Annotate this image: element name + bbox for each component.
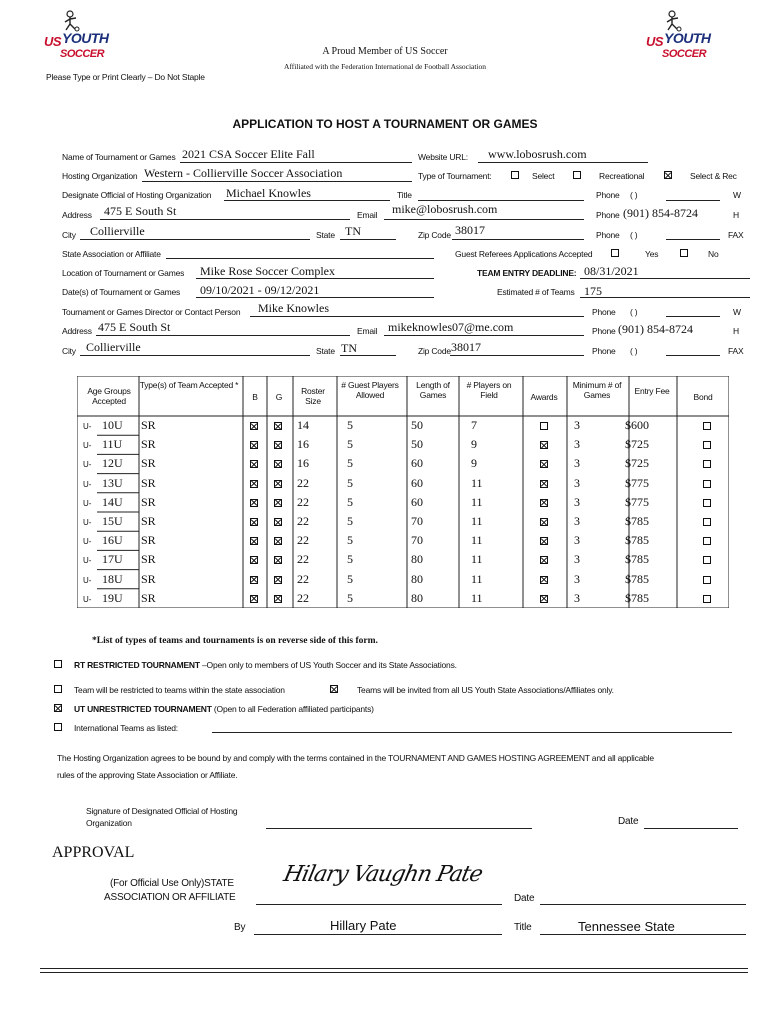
director-phone-fax-label: Phone [592,346,616,356]
girls-checkbox[interactable] [274,441,282,449]
girls-checkbox[interactable] [274,556,282,564]
bond-checkbox[interactable] [703,576,711,584]
length-cell: 70 [411,514,423,528]
entry-fee-cell: $600 [625,418,649,432]
age-prefix: U- [83,441,92,451]
type-select-checkbox[interactable] [511,171,519,179]
roster-cell: 16 [297,456,309,471]
signature-label-1: Signature of Designated Official of Hosting [86,806,238,816]
type-select-rec-label: Select & Rec [690,171,737,181]
phone-fax-blank: ( ) [630,230,638,240]
roster-cell: 14 [297,418,309,432]
awards-checkbox[interactable] [540,422,548,430]
designate-official-value[interactable]: Michael Knowles [226,186,311,200]
length-cell: 50 [411,418,423,432]
hosting-org-label: Hosting Organization [62,171,138,181]
state-only-checkbox[interactable] [54,685,62,693]
age-prefix: U- [83,460,92,470]
unrestricted-tournament-checkbox[interactable] [54,704,62,712]
logo-soccer-text: SOCCER [662,48,707,60]
bond-checkbox[interactable] [703,518,711,526]
guest-ref-no-checkbox[interactable] [680,249,688,257]
invited-checkbox[interactable] [330,685,338,693]
entry-fee-cell: $775 [625,494,649,509]
age-prefix: U- [83,594,92,604]
bond-checkbox[interactable] [703,595,711,603]
guest-ref-yes-checkbox[interactable] [611,249,619,257]
players-on-field-cell: 11 [471,475,483,490]
director-phone-w-suffix: W [733,307,741,317]
entry-fee-cell: $775 [625,475,649,490]
bond-checkbox[interactable] [703,499,711,507]
roster-cell: 22 [297,475,309,490]
header-g: G [275,392,283,402]
boys-checkbox[interactable] [250,576,258,584]
players-on-field-cell: 9 [471,456,477,471]
age-group-cell: 14U [102,494,123,509]
tournament-name-label: Name of Tournament or Games [62,152,176,162]
awards-checkbox[interactable] [540,460,548,468]
bottom-rule-1 [40,968,748,969]
logo-soccer-text: SOCCER [60,48,105,60]
team-type-cell: SR [141,552,156,567]
guest-players-cell: 5 [347,533,353,548]
team-type-cell: SR [141,475,156,490]
age-prefix: U- [83,518,92,527]
team-type-cell: SR [141,571,156,586]
header-guest-players: # Guest Players Allowed [341,380,399,400]
approval-title-value[interactable]: Tennessee State [578,919,675,934]
entry-fee-cell: $725 [625,437,649,452]
phone-w-label: Phone [596,190,620,200]
length-cell: 80 [411,571,423,586]
roster-cell: 22 [297,590,309,605]
email-label: Email [357,210,378,220]
girls-checkbox[interactable] [274,499,282,507]
players-on-field-cell: 11 [471,552,483,567]
team-type-cell: SR [141,437,156,452]
dates-label: Date(s) of Tournament or Games [62,287,181,297]
minimum-games-cell: 3 [574,514,580,528]
city-label: City [62,230,76,240]
length-cell: 50 [411,437,423,452]
bond-checkbox[interactable] [703,441,711,449]
entry-fee-cell: $785 [625,571,649,586]
roster-cell: 22 [297,533,309,548]
minimum-games-cell: 3 [574,552,580,567]
awards-checkbox[interactable] [540,441,548,449]
players-on-field-cell: 9 [471,437,477,452]
approval-title-label: Title [514,922,532,933]
girls-checkbox[interactable] [274,422,282,430]
restricted-tournament-checkbox[interactable] [54,660,62,668]
team-type-cell: SR [141,590,156,605]
length-cell: 70 [411,533,423,548]
boys-checkbox[interactable] [250,441,258,449]
players-on-field-cell: 11 [471,514,483,528]
approval-by-value[interactable]: Hillary Pate [330,918,397,933]
zip-value[interactable]: 38017 [455,223,485,237]
director-phone-w-label: Phone [592,307,616,317]
players-on-field-cell: 11 [471,590,483,605]
page-title: APPLICATION TO HOST A TOURNAMENT OR GAMES [232,117,538,131]
director-phone-w-blank: ( ) [630,307,638,317]
signature-line[interactable] [266,828,532,829]
director-city-value[interactable]: Collierville [86,340,141,354]
age-prefix: U- [83,422,92,431]
team-type-cell: SR [141,533,156,548]
team-type-cell: SR [141,494,156,509]
age-group-cell: 12U [102,456,123,471]
director-address-value[interactable]: 475 E South St [98,320,171,334]
invited-label: Teams will be invited from all US Youth State Associations/Affiliates only. [357,685,614,695]
guest-players-cell: 5 [347,437,353,452]
bond-checkbox[interactable] [703,422,711,430]
approval-official-1: (For Official Use Only)STATE [110,878,234,889]
guest-players-cell: 5 [347,494,353,509]
boys-checkbox[interactable] [250,460,258,468]
email-value[interactable]: mike@lobosrush.com [392,202,498,216]
soccer-player-icon [62,10,82,32]
state-label: State [316,230,335,240]
girls-checkbox[interactable] [274,576,282,584]
girls-checkbox[interactable] [274,595,282,603]
age-prefix: U- [83,479,92,489]
age-prefix: U- [83,556,92,566]
awards-checkbox[interactable] [540,556,548,564]
guest-players-cell: 5 [347,571,353,586]
players-on-field-cell: 11 [471,533,483,548]
director-phone-h-suffix: H [733,326,739,336]
minimum-games-cell: 3 [574,418,580,432]
director-email-label: Email [357,326,378,336]
deadline-label: TEAM ENTRY DEADLINE: [477,268,577,278]
phone-fax-label: Phone [596,230,620,240]
phone-h-suffix: H [733,210,739,220]
header-b: B [252,392,258,402]
boys-checkbox[interactable] [250,499,258,507]
guest-players-cell: 5 [347,475,353,490]
guest-ref-yes-label: Yes [645,249,659,259]
team-type-cell: SR [141,456,156,471]
approval-official-2: ASSOCIATION OR AFFILIATE [104,892,236,903]
title-label: Title [397,190,412,200]
director-city-label: City [62,346,76,356]
type-recreational-label: Recreational [599,171,645,181]
awards-checkbox[interactable] [540,518,548,526]
players-on-field-cell: 11 [471,494,483,509]
zip-label: Zip Code [418,230,451,240]
awards-checkbox[interactable] [540,595,548,603]
director-state-value[interactable]: TN [341,341,357,355]
age-group-cell: 17U [102,552,123,567]
type-select-rec-checkbox[interactable] [664,171,672,179]
bond-checkbox[interactable] [703,480,711,488]
entry-fee-cell: $785 [625,514,649,528]
bond-checkbox[interactable] [703,460,711,468]
approval-signature: Hilary Vaughn Pate [281,862,485,887]
affiliated-text: Affiliated with the Federation International de Football Association [283,62,487,71]
players-on-field-cell: 11 [471,571,483,586]
boys-checkbox[interactable] [250,422,258,430]
state-only-label: Team will be restricted to teams within the state association [74,685,285,695]
awards-checkbox[interactable] [540,480,548,488]
length-cell: 80 [411,590,423,605]
logo-youth-text: YOUTH [62,30,109,46]
guest-players-cell: 5 [347,456,353,471]
approval-heading: APPROVAL [52,844,135,861]
location-value[interactable]: Mike Rose Soccer Complex [200,264,335,278]
director-zip-value[interactable]: 38017 [451,340,481,354]
soccer-player-icon [664,10,684,32]
boys-checkbox[interactable] [250,595,258,603]
roster-cell: 22 [297,571,309,586]
type-recreational-checkbox[interactable] [573,171,581,179]
guest-ref-no-label: No [708,249,719,259]
entry-fee-cell: $785 [625,533,649,548]
roster-cell: 16 [297,437,309,452]
signature-label-2: Organization [86,818,132,828]
hosting-org-value[interactable]: Western - Collierville Soccer Association [144,166,343,180]
age-group-cell: 11U [102,437,123,452]
type-select-label: Select [532,171,555,181]
age-group-cell: 10U [102,418,123,432]
address-label: Address [62,210,92,220]
director-phone-fax-blank: ( ) [630,346,638,356]
age-prefix: U- [83,498,92,508]
age-group-cell: 19U [102,590,123,605]
minimum-games-cell: 3 [574,533,580,548]
us-youth-soccer-logo-right [642,10,712,70]
bond-checkbox[interactable] [703,537,711,545]
header-entry-fee: Entry Fee [634,386,670,396]
phone-fax-suffix: FAX [728,230,744,240]
approval-by-label: By [234,922,246,933]
girls-checkbox[interactable] [274,460,282,468]
director-label: Tournament or Games Director or Contact Person [62,307,241,317]
dates-value[interactable]: 09/10/2021 - 09/12/2021 [200,283,320,297]
tournament-type-label: Type of Tournament: [418,171,492,181]
header-minimum-games: Minimum # of Games [572,380,622,400]
logo-us-text: US [646,34,664,49]
director-phone-h-value[interactable]: (901) 854-8724 [618,322,693,336]
guest-players-cell: 5 [347,418,353,432]
director-state-label: State [316,346,335,356]
director-phone-fax-suffix: FAX [728,346,744,356]
approval-date-label: Date [514,893,535,904]
boys-checkbox[interactable] [250,537,258,545]
age-prefix: U- [83,537,92,547]
director-email-value[interactable]: mikeknowles07@me.com [388,320,514,334]
director-zip-label: Zip Code [418,346,451,356]
header-length: Length of Games [416,380,450,400]
proud-member-text: A Proud Member of US Soccer [322,46,448,57]
length-cell: 60 [411,475,423,490]
header-bond: Bond [693,392,713,402]
agreement-line-1: The Hosting Organization agrees to be bound by and comply with the terms contained in the TOURNAMENT AND GAMES HOSTING AGREEMENT and all applicable [57,753,654,763]
boys-checkbox[interactable] [250,518,258,526]
guest-players-cell: 5 [347,514,353,528]
minimum-games-cell: 3 [574,456,580,471]
girls-checkbox[interactable] [274,537,282,545]
logo-youth-text: YOUTH [664,30,711,46]
team-type-cell: SR [141,418,156,432]
girls-checkbox[interactable] [274,518,282,526]
age-group-cell: 16U [102,533,123,548]
restricted-tournament-label: RT RESTRICTED TOURNAMENT –Open only to members of US Youth Soccer and its State Associations. [74,660,457,670]
state-assoc-label: State Association or Affiliate [62,249,161,259]
guest-ref-label: Guest Referees Applications Accepted [455,249,593,259]
bond-checkbox[interactable] [703,556,711,564]
bottom-rule-2 [40,972,748,973]
age-group-table [77,376,729,608]
header-players-on-field: # Players on Field [466,380,512,400]
minimum-games-cell: 3 [574,571,580,586]
unrestricted-tournament-label: UT UNRESTRICTED TOURNAMENT (Open to all Federation affiliated participants) [74,704,374,714]
international-label: International Teams as listed: [74,723,178,733]
address-value[interactable]: 475 E South St [104,204,177,218]
phone-w-suffix: W [733,190,741,200]
international-checkbox[interactable] [54,723,62,731]
awards-checkbox[interactable] [540,499,548,507]
guest-players-cell: 5 [347,590,353,605]
est-teams-label: Estimated # of Teams [497,287,575,297]
length-cell: 60 [411,456,423,471]
minimum-games-cell: 3 [574,437,580,452]
age-group-cell: 13U [102,475,123,490]
agreement-line-2: rules of the approving State Association or Affiliate. [57,770,238,780]
tournament-name-value[interactable]: 2021 CSA Soccer Elite Fall [182,147,315,161]
entry-fee-cell: $785 [625,590,649,605]
header-types: Type(s) of Team Accepted * [139,380,239,390]
minimum-games-cell: 3 [574,494,580,509]
header-roster: Roster Size [301,386,325,406]
boys-checkbox[interactable] [250,556,258,564]
header-age-groups: Age Groups Accepted [87,386,131,406]
phone-h-value[interactable]: (901) 854-8724 [623,206,698,220]
website-value[interactable]: www.lobosrush.com [488,147,587,161]
roster-cell: 22 [297,552,309,567]
team-type-cell: SR [141,514,156,528]
awards-checkbox[interactable] [540,537,548,545]
age-group-cell: 15U [102,514,123,528]
length-cell: 60 [411,494,423,509]
director-phone-h-label: Phone [592,326,616,336]
state-value[interactable]: TN [345,224,361,238]
types-note: *List of types of teams and tournaments is on reverse side of this form. [92,636,378,646]
entry-fee-cell: $785 [625,552,649,567]
est-teams-value[interactable]: 175 [584,284,602,298]
director-address-label: Address [62,326,92,336]
designate-official-label: Designate Official of Hosting Organization [62,190,212,200]
website-label: Website URL: [418,152,468,162]
logo-us-text: US [44,34,62,49]
us-youth-soccer-logo-left [40,10,110,70]
boys-checkbox[interactable] [250,480,258,488]
awards-checkbox[interactable] [540,576,548,584]
age-prefix: U- [83,575,92,585]
location-label: Location of Tournament or Games [62,268,185,278]
phone-h-label: Phone [596,210,620,220]
guest-players-cell: 5 [347,552,353,567]
entry-fee-cell: $725 [625,456,649,471]
roster-cell: 22 [297,514,309,528]
roster-cell: 22 [297,494,309,509]
city-value[interactable]: Collierville [90,224,145,238]
girls-checkbox[interactable] [274,480,282,488]
age-group-cell: 18U [102,571,123,586]
phone-w-blank: ( ) [630,190,638,200]
director-value[interactable]: Mike Knowles [258,301,329,315]
deadline-value[interactable]: 08/31/2021 [584,264,639,278]
signature-date-label: Date [618,816,639,827]
players-on-field-cell: 7 [471,418,477,432]
minimum-games-cell: 3 [574,590,580,605]
header-awards: Awards [530,392,558,402]
length-cell: 80 [411,552,423,567]
minimum-games-cell: 3 [574,475,580,490]
print-instructions: Please Type or Print Clearly – Do Not Staple [46,72,205,82]
